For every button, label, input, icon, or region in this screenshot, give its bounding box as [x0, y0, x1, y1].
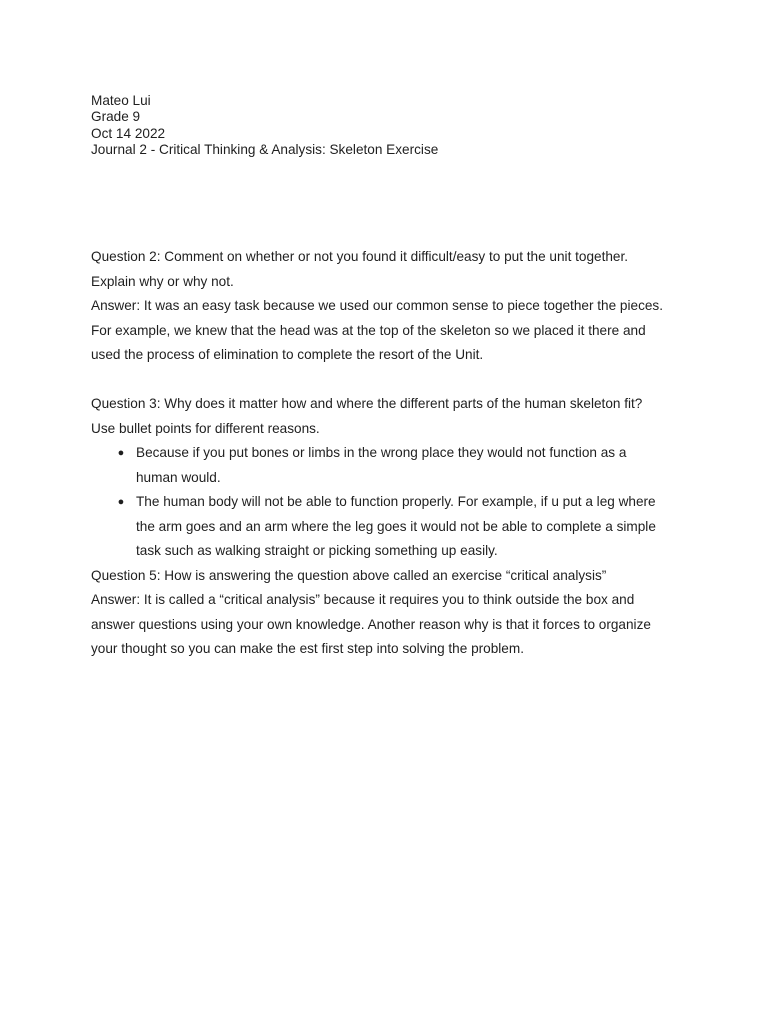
- document-body: [91, 245, 691, 662]
- question-2-text-line-1: Question 2: Comment on whether or not you found it difficult/easy to put the unit together.: [91, 249, 629, 264]
- bullet-1-line-2: human would.: [136, 469, 221, 485]
- reasons-bullet-list: [91, 441, 691, 564]
- bullet-item: [91, 441, 691, 490]
- answer-2-text-line-3: used the process of elimination to complete the resort of the Unit.: [91, 347, 484, 362]
- answer-5-text-line-1: Answer: It is called a “critical analysis” because it requires you to think outside the box and: [91, 592, 635, 607]
- bullet-2-line-1: The human body will not be able to function properly. For example, if u put a leg where: [136, 494, 656, 509]
- question-5-section: [91, 564, 691, 662]
- bullet-2-line-3: task such as walking straight or picking something up easily.: [136, 543, 498, 558]
- question-3-text-line-2: Use bullet points for different reasons.: [91, 420, 320, 436]
- answer-5-text-line-2: answer questions using your own knowledge. Another reason why is that it forces to organize: [91, 616, 651, 632]
- bullet-item: [91, 490, 691, 564]
- answer-5-text-line-3: your thought so you can make the est first step into solving the problem.: [91, 641, 524, 656]
- question-5-text-line-1: Question 5: How is answering the question above called an exercise “critical analysis”: [91, 567, 607, 583]
- student-grade: Grade 9: [91, 109, 141, 125]
- question-2-section: [91, 245, 691, 368]
- document-header: [91, 93, 691, 159]
- bullet-1-line-1: Because if you put bones or limbs in the wrong place they would not function as a: [136, 445, 627, 460]
- bullet-icon: ●: [117, 496, 125, 508]
- answer-2-text-line-2: For example, we knew that the head was at the top of the skeleton so we placed it there and: [91, 322, 646, 338]
- question-3-section: [91, 392, 691, 564]
- bullet-icon: ●: [117, 447, 125, 459]
- paragraph-spacer: [91, 368, 691, 393]
- student-name: Mateo Lui: [91, 93, 151, 108]
- document-date: Oct 14 2022: [91, 125, 166, 141]
- question-3-text-line-1: Question 3: Why does it matter how and where the different parts of the human skeleton fit?: [91, 396, 643, 411]
- question-2-text-line-2: Explain why or why not.: [91, 273, 234, 289]
- bullet-2-line-2: the arm goes and an arm where the leg goes it would not be able to complete a simple: [136, 518, 656, 534]
- answer-2-text-line-1: Answer: It was an easy task because we used our common sense to piece together the pieces.: [91, 298, 664, 313]
- document-title: Journal 2 - Critical Thinking & Analysis: Skeleton Exercise: [91, 142, 439, 158]
